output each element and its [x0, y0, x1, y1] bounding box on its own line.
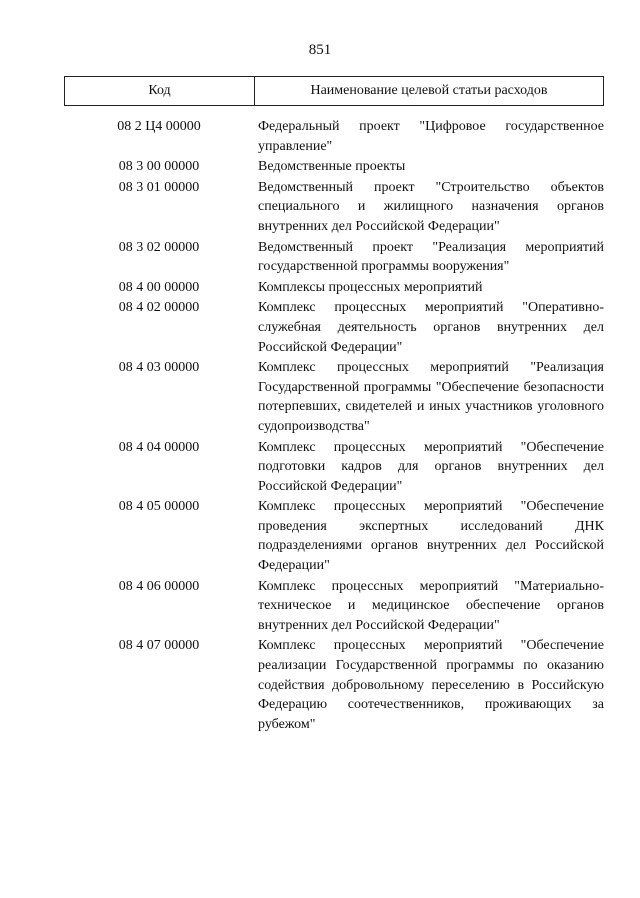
table-header — [64, 76, 604, 106]
table-row — [64, 157, 604, 177]
header-code: Код — [65, 77, 255, 105]
row-code: 08 4 04 00000 — [118, 439, 200, 455]
row-code: 08 3 00 00000 — [118, 159, 200, 175]
row-name: Комплексы процессных мероприятий — [258, 279, 483, 295]
table-row — [64, 238, 604, 277]
row-code: 08 4 03 00000 — [118, 360, 200, 376]
table-row — [64, 636, 604, 734]
row-name: Комплекс процессных мероприятий "Обеспечение подготовки кадров для органов внутренних дел Российской Федерации" — [258, 439, 604, 494]
row-name: Ведомственные проекты — [258, 159, 406, 175]
row-code: 08 4 05 00000 — [118, 499, 200, 515]
row-name: Федеральный проект "Цифровое государственное управление" — [258, 119, 604, 154]
row-name: Комплекс процессных мероприятий "Обеспечение проведения экспертных исследований ДНК подразделениями органов внутренних дел Российской Федерации" — [258, 499, 604, 574]
row-code: 08 4 00 00000 — [118, 279, 200, 295]
table-row — [64, 298, 604, 357]
table-body — [64, 117, 604, 735]
row-code: 08 4 06 00000 — [118, 578, 200, 594]
table-row — [64, 278, 604, 298]
table-row — [64, 117, 604, 156]
row-code: 08 3 01 00000 — [118, 179, 200, 195]
header-name: Наименование целевой статьи расходов — [310, 83, 548, 98]
row-name: Ведомственный проект "Строительство объектов специального и жилищного назначения органов внутренних дел Российской Федерации" — [258, 179, 604, 234]
table-row — [64, 497, 604, 575]
row-code: 08 4 07 00000 — [118, 638, 200, 654]
row-name: Комплекс процессных мероприятий "Реализация Государственной программы "Обеспечение безопасности потерпевших, свидетелей и иных участников уголовного судопроизводства" — [258, 360, 604, 434]
row-code: 08 4 02 00000 — [118, 300, 200, 316]
page-number: 851 — [308, 42, 332, 58]
row-name: Ведомственный проект "Реализация мероприятий государственной программы вооружения" — [258, 239, 604, 275]
table-row — [64, 178, 604, 237]
row-name: Комплекс процессных мероприятий "Обеспечение реализации Государственной программы по оказанию содействия добровольному переселению в Российскую Федерацию соотечественников, проживающих за рубежом" — [258, 638, 604, 732]
table-row — [64, 577, 604, 636]
row-name: Комплекс процессных мероприятий "Материально-техническое и медицинское обеспечение органов внутренних дел Российской Федерации" — [258, 578, 604, 633]
table-row — [64, 438, 604, 497]
row-name: Комплекс процессных мероприятий "Оперативно-служебная деятельность органов внутренних дел Российской Федерации" — [258, 300, 604, 355]
row-code: 08 2 Ц4 00000 — [117, 119, 201, 134]
row-code: 08 3 02 00000 — [118, 239, 200, 255]
table-row — [64, 358, 604, 436]
